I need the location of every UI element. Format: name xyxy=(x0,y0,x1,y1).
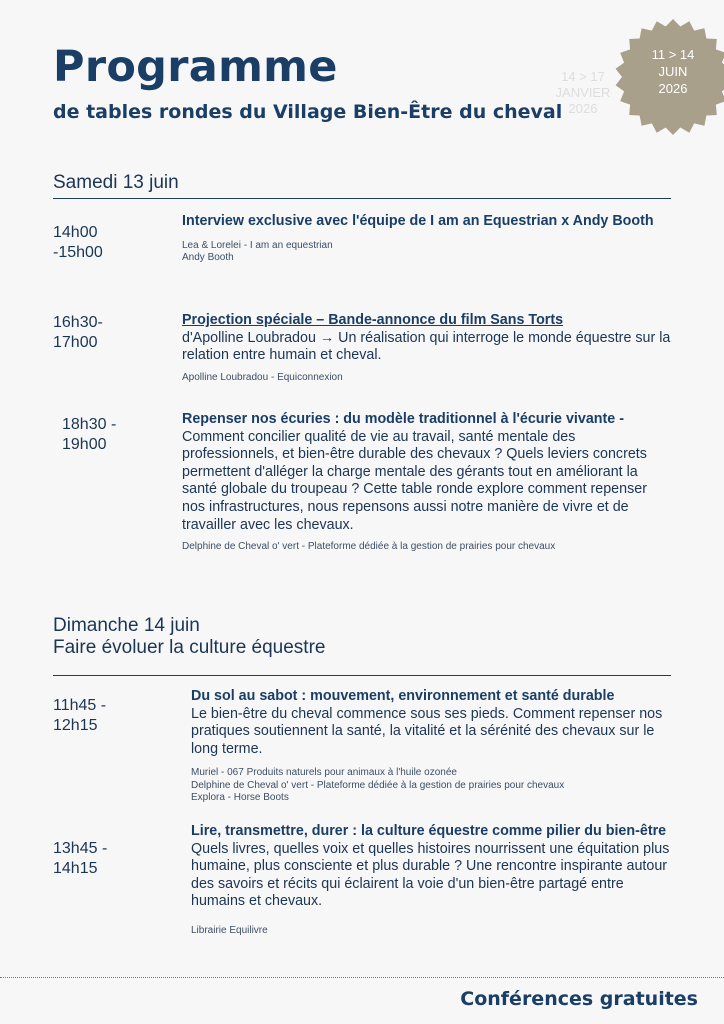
time-line: 19h00 xyxy=(62,436,107,453)
session-description: Comment concilier qualité de vie au travail, santé mentale des professionnels, et bien-être durable des chevaux ? Quels leviers concrets permettent d'alléger la charge mentale des gérants tout en améliorant la santé globale du troupeau ? Cette table ronde explore comment repenser nos infrastructures, nous repensons aussi notre manière de vivre et de travailler avec les chevaux. xyxy=(182,428,647,533)
session-time xyxy=(53,313,103,353)
speaker-line: Delphine de Cheval o' vert - Plateforme dédiée à la gestion de prairies pour chevaux xyxy=(182,541,556,553)
time-line: 13h45 - xyxy=(53,840,108,857)
time-line: 17h00 xyxy=(53,334,98,351)
time-line: -15h00 xyxy=(53,244,103,261)
time-line: 16h30- xyxy=(53,314,103,331)
footer-label: Conférences gratuites xyxy=(460,988,698,1010)
session-speakers xyxy=(191,925,673,937)
session-speakers xyxy=(182,240,672,265)
faded-date-line: JANVIER xyxy=(555,85,611,100)
session-time xyxy=(53,696,106,736)
badge-date-line: 11 > 14 xyxy=(651,47,695,62)
time-line: 18h30 - xyxy=(62,416,117,433)
session-title: Du sol au sabot : mouvement, environnement et santé durable xyxy=(191,688,615,704)
session-description: Quels livres, quelles voix et quelles histoires nourrissent une équitation plus humaine, plus consciente et plus durable ? Une rencontre inspirante autour des savoirs et récits qui éclairent la voie d'un bien-être partagé entre humains et chevaux. xyxy=(191,840,670,910)
session-title: Repenser nos écuries : du modèle traditionnel à l'écurie vivante - xyxy=(182,411,624,427)
faded-date-watermark xyxy=(555,69,611,117)
speaker-line: Muriel - 067 Produits naturels pour animaux à l'huile ozonée xyxy=(191,767,457,779)
session-speakers xyxy=(182,541,672,553)
session-item xyxy=(182,312,672,384)
section-divider xyxy=(53,198,671,199)
speaker-line: Librairie Equilivre xyxy=(191,924,268,936)
session-item xyxy=(191,823,673,937)
session-title: Lire, transmettre, durer : la culture équestre comme pilier du bien-être xyxy=(191,823,667,839)
badge-date-line: 2026 xyxy=(658,81,688,96)
time-line: 14h00 xyxy=(53,224,98,241)
session-title: Interview exclusive avec l'équipe de I am an Equestrian x Andy Booth xyxy=(182,213,654,229)
session-speakers xyxy=(191,767,673,804)
time-line: 12h15 xyxy=(53,717,98,734)
session-item xyxy=(182,213,672,264)
session-description: Le bien-être du cheval commence sous ses pieds. Comment repenser nos pratiques soutiennent la santé, la vitalité et la sérénité des chevaux sur le long terme. xyxy=(191,705,663,757)
session-time xyxy=(53,839,107,879)
session-time xyxy=(53,223,103,263)
footer-divider xyxy=(0,977,724,978)
day-heading-saturday: Samedi 13 juin xyxy=(53,172,179,193)
session-item xyxy=(182,411,672,554)
session-description: d'Apolline Loubradou → Un réalisation qui interroge le monde équestre sur la relation entre humain et cheval. xyxy=(182,329,671,364)
speaker-line: Andy Booth xyxy=(182,252,234,263)
session-speakers xyxy=(182,372,672,384)
page-title: Programme xyxy=(53,42,338,92)
session-time xyxy=(62,415,116,455)
faded-date-line: 14 > 17 xyxy=(561,69,605,84)
time-line: 11h45 - xyxy=(53,697,107,714)
time-line: 14h15 xyxy=(53,860,98,877)
speaker-line: Lea & Lorelei - I am an equestrian xyxy=(182,239,333,251)
day-heading-sunday: Dimanche 14 juin xyxy=(53,615,200,636)
badge-date-line: JUIN xyxy=(658,64,688,79)
speaker-line: Explora - Horse Boots xyxy=(191,792,289,804)
date-badge xyxy=(614,18,724,136)
speaker-line: Delphine de Cheval o' vert - Plateforme dédiée à la gestion de prairies pour chevaux xyxy=(191,779,565,791)
faded-date-line: 2026 xyxy=(568,101,598,116)
day-subheading-sunday: Faire évoluer la culture équestre xyxy=(53,637,326,658)
session-title[interactable]: Projection spéciale – Bande-annonce du film Sans Torts xyxy=(182,312,564,328)
speaker-line: Apolline Loubradou - Equiconnexion xyxy=(182,371,343,383)
page-subtitle: de tables rondes du Village Bien-Être du cheval xyxy=(53,101,563,123)
section-divider xyxy=(53,675,671,676)
session-item xyxy=(191,688,673,805)
